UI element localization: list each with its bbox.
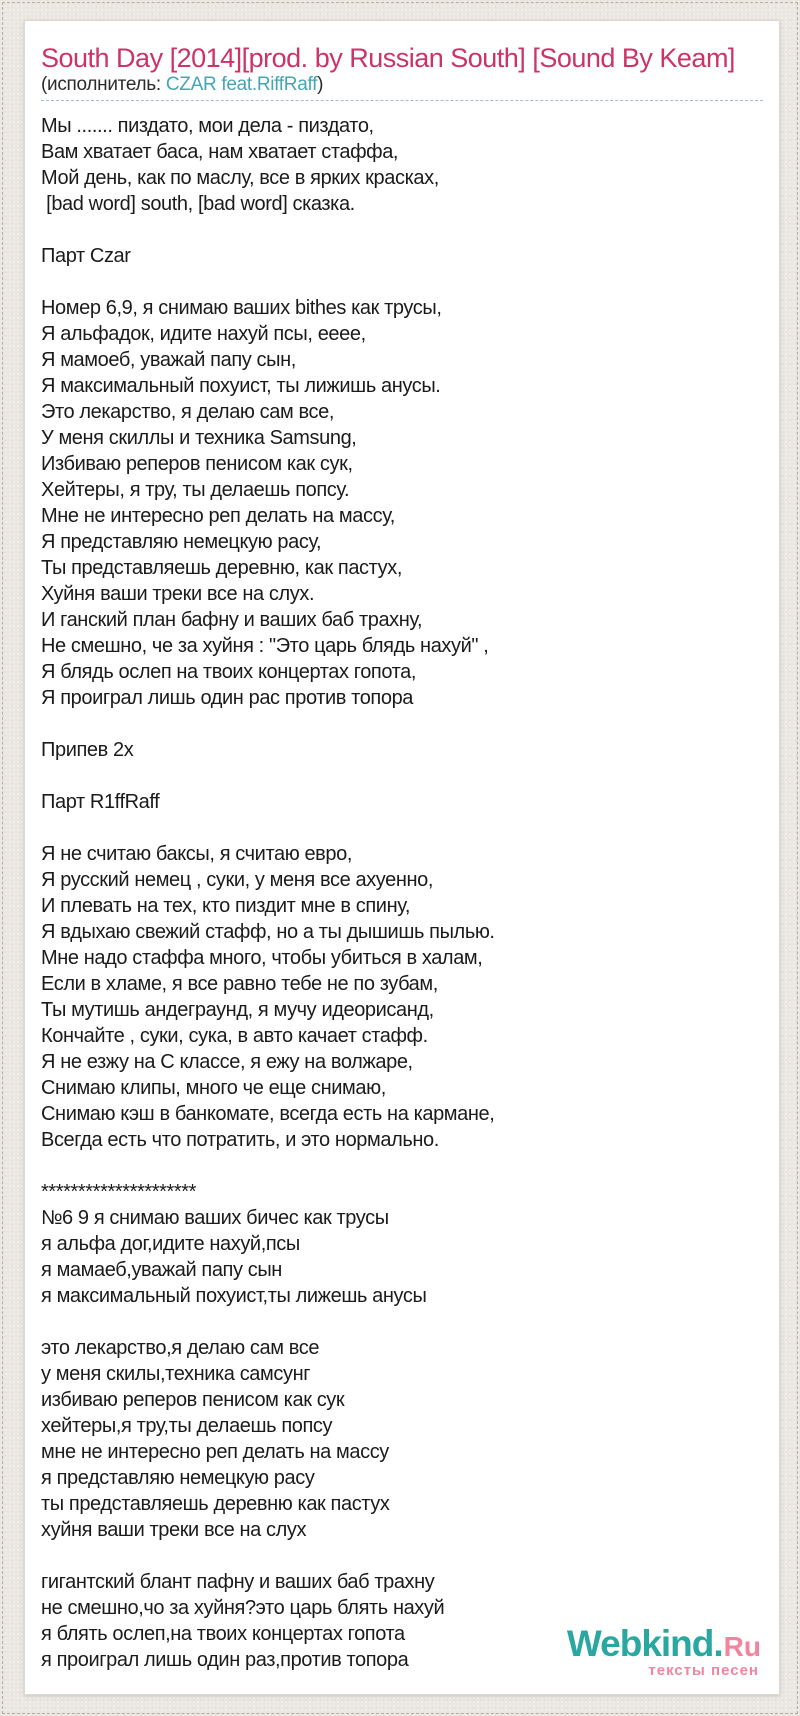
- lyric-line: [41, 1309, 763, 1335]
- lyric-line: я альфа дог,идите нахуй,псы: [41, 1233, 300, 1255]
- lyric-line: Не смешно, че за хуйня : "Это царь блядь нахуй" ,: [41, 635, 489, 657]
- logo-tagline: тексты песен: [648, 1662, 759, 1679]
- lyric-line: Мне надо стаффа много, чтобы убиться в халам,: [41, 947, 483, 969]
- lyric-line: [41, 1543, 763, 1569]
- artist-link[interactable]: CZAR feat.RiffRaff: [165, 74, 318, 95]
- lyric-line: Я вдыхаю свежий стафф, но а ты дышишь пылью.: [41, 921, 495, 943]
- lyric-line: Я не считаю баксы, я считаю евро,: [41, 843, 353, 865]
- lyric-line: Я русский немец , суки, у меня все ахуенно,: [41, 869, 434, 891]
- lyric-line: Я альфадок, идите нахуй псы, ееее,: [41, 323, 366, 345]
- lyric-line: Мы ....... пиздато, мои дела - пиздато,: [41, 115, 374, 137]
- lyric-line: Парт Czar: [41, 245, 131, 267]
- lyric-line: №6 9 я снимаю ваших бичес как трусы: [41, 1207, 389, 1229]
- lyric-line: Всегда есть что потратить, и это нормально.: [41, 1129, 439, 1151]
- lyric-line: это лекарство,я делаю сам все: [41, 1337, 320, 1359]
- webkind-logo[interactable]: [567, 1625, 761, 1678]
- lyric-line: Парт R1ffRaff: [41, 791, 160, 813]
- lyric-line: я проиграл лишь один раз,против топора: [41, 1649, 409, 1671]
- artist-prefix-label: (исполнитель:: [41, 74, 166, 95]
- lyric-line: Я не езжу на С классе, я ежу на волжаре,: [41, 1051, 413, 1073]
- lyric-line: Ты мутишь андеграунд, я мучу идеорисанд,: [41, 999, 434, 1021]
- logo-webkind-text: Webkind: [566, 1623, 714, 1664]
- lyric-line: *********************: [41, 1181, 197, 1203]
- lyric-line: [41, 711, 763, 737]
- lyric-line: я максимальный похуист,ты лижешь анусы: [41, 1285, 427, 1307]
- lyric-line: Снимаю клипы, много че еще снимаю,: [41, 1077, 386, 1099]
- lyric-line: я мамаеб,уважай папу сын: [41, 1259, 282, 1281]
- lyric-line: не смешно,чо за хуйня?это царь блять нахуй: [41, 1597, 445, 1619]
- lyric-line: У меня скиллы и техника Samsung,: [41, 427, 357, 449]
- lyric-line: Я проиграл лишь один рас против топора: [41, 687, 414, 709]
- lyric-line: Я представляю немецкую расу,: [41, 531, 322, 553]
- lyric-line: [41, 815, 763, 841]
- lyric-line: Я блядь ослеп на твоих концертах гопота,: [41, 661, 417, 683]
- lyric-line: я представляю немецкую расу: [41, 1467, 315, 1489]
- lyric-line: ты представляешь деревню как пастух: [41, 1493, 390, 1515]
- lyric-line: Припев 2х: [41, 739, 134, 761]
- lyric-line: И плевать на тех, кто пиздит мне в спину,: [41, 895, 410, 917]
- lyric-line: Это лекарство, я делаю сам все,: [41, 401, 334, 423]
- lyric-line: Хуйня ваши треки все на слух.: [41, 583, 315, 605]
- lyric-line: [bad word] south, [bad word] сказка.: [41, 193, 355, 215]
- lyric-line: [41, 1153, 763, 1179]
- lyric-line: Мой день, как по маслу, все в ярких красках,: [41, 167, 439, 189]
- lyrics: [41, 101, 763, 1673]
- lyric-line: хуйня ваши треки все на слух: [41, 1519, 307, 1541]
- logo-ru-text: Ru: [723, 1631, 761, 1662]
- lyric-line: у меня скилы,техника самсунг: [41, 1363, 311, 1385]
- lyric-line: Хейтеры, я тру, ты делаешь попсу.: [41, 479, 350, 501]
- lyric-line: Мне не интересно реп делать на массу,: [41, 505, 395, 527]
- lyric-line: избиваю реперов пенисом как сук: [41, 1389, 345, 1411]
- lyric-line: хейтеры,я тру,ты делаешь попсу: [41, 1415, 333, 1437]
- lyric-line: Я максимальный похуист, ты лижишь анусы.: [41, 375, 441, 397]
- lyric-line: Ты представляешь деревню, как пастух,: [41, 557, 402, 579]
- lyric-line: Избиваю реперов пенисом как сук,: [41, 453, 353, 475]
- artist-suffix-label: ): [317, 74, 324, 95]
- logo-dot: .: [713, 1623, 724, 1664]
- lyric-line: [41, 269, 763, 295]
- lyric-line: [41, 217, 763, 243]
- lyric-line: И ганский план бафну и ваших баб трахну,: [41, 609, 423, 631]
- lyric-line: Вам хватает баса, нам хватает стаффа,: [41, 141, 399, 163]
- lyric-line: гигантский блант пафну и ваших баб трахну: [41, 1571, 435, 1593]
- lyric-line: [41, 763, 763, 789]
- lyric-line: я блять ослеп,на твоих концертах гопота: [41, 1623, 405, 1645]
- lyric-line: мне не интересно реп делать на массу: [41, 1441, 389, 1463]
- lyric-line: Я мамоеб, уважай папу сын,: [41, 349, 296, 371]
- lyrics-card: [24, 20, 780, 1695]
- lyric-line: Кончайте , суки, сука, в авто качает стафф.: [41, 1025, 428, 1047]
- artist-line: [41, 73, 763, 96]
- song-title: South Day [2014][prod. by Russian South] [Sound By Keam]: [41, 43, 735, 73]
- lyric-line: Номер 6,9, я снимаю ваших bithes как трусы,: [41, 297, 442, 319]
- lyric-line: Если в хламе, я все равно тебе не по зубам,: [41, 973, 438, 995]
- lyric-line: Снимаю кэш в банкомате, всегда есть на кармане,: [41, 1103, 495, 1125]
